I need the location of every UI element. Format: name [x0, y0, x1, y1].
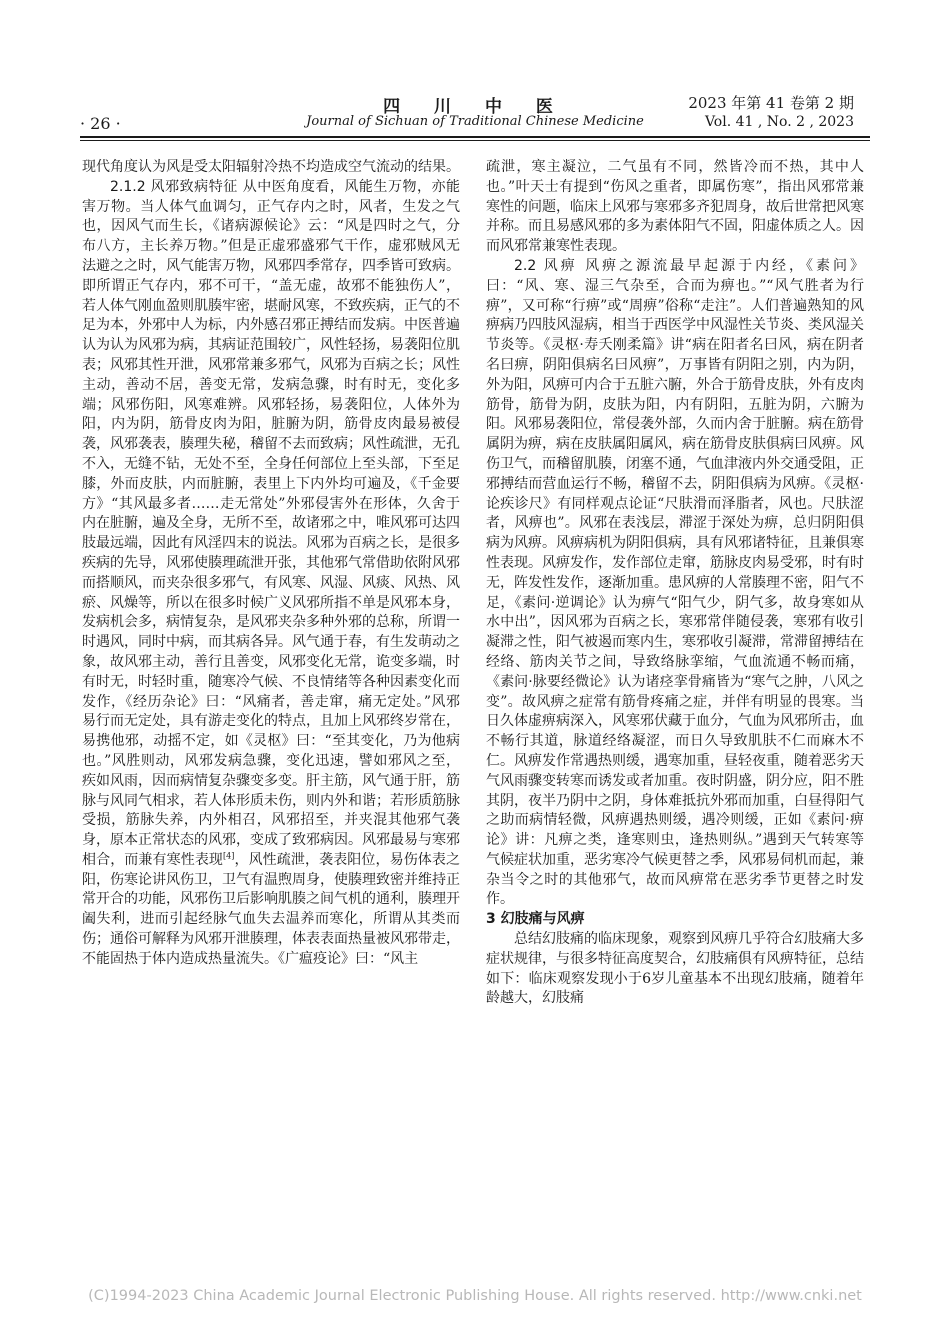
paragraph-continued: 疏泄，寒主凝泣，二气虽有不同，然皆冷而不热，其中人也。”叶天士有提到“伤风之重者，即属伤寒”，指出风邪常兼寒性的问题，临床上风邪与寒邪多齐犯周身，故后世常把风寒并称。而且易感风邪的多为素体阳气不固，阳虚体质之人。因而风邪常兼寒性表现。	[486, 159, 864, 255]
section-3-heading	[486, 910, 864, 930]
paragraph-text-cont: ，风性疏泄，袭表阳位，易伤体表之阳，伤寒论讲风伤卫，卫气有温煦周身，使腠理致密并维持正常开合的功能，风邪伤卫后影响肌腠之间气机的通利，腠理开阖失利，进而引起经脉气血失去温养而寒化，所谓从其类而伤；通俗可解释为风邪开泄腠理，体表表面热量被风邪带走，不能固热于体内造成热量流失。《广瘟疫论》曰：“风主	[82, 851, 461, 967]
copyright-footer: (C)1994-2023 China Academic Journal Electronic Publishing House. All rights reserved. http://www.cnki.net	[88, 1288, 862, 1304]
left-column	[82, 158, 460, 970]
paragraph-continued: 现代角度认为风是受太阳辐射冷热不均造成空气流动的结果。	[82, 159, 460, 175]
paragraph-text: 从中医角度看，风能生万物，亦能害万物。当人体气血调匀，正气存内之时，风者，生发之气也，因风气而生长，《诸病源候论》云：“风是四时之气，分布八方，主长养万物。”但是正虚邪盛邪气干作，虚邪贼风无法避之之时，风气能害万物，风邪四季常存，四季皆可致病。即所谓正气存内，邪不可干，“盖无虚，故邪不能独伤人”，若人体气刚血盈则肌腠牢密，堪耐风寒，不致疾病，正气的不足为本，外邪中人为标，内外感召邪正搏结而发病。中医普遍认为认为风邪为病，其病证范围较广，风性轻扬，易袭阳位肌表；风邪其性开泄，风邪常兼多邪气，风邪为百病之长；风性主动，善动不居，善变无常，发病急骤，时有时无，变化多端；风邪伤阳，风寒难辨。风邪轻扬，易袭阳位，人体外为阳，内为阴，筋骨皮肉为阳，脏腑为阴，筋骨皮肉最易被侵袭，风邪袭表，腠理失秘，稽留不去而致病；风性疏泄，无孔不入，无缝不钻，无处不至，全身任何部位上至头部，下至足膝，外而皮肤，内而脏腑，表里上下内外均可遍及，《千金要方》“其风最多者……走无常处”外邪侵害外在形体，久舍于内在脏腑，遍及全身，无所不至，故诸邪之中，唯风邪可达四肢最远端，因此有风淫四末的说法。风邪为百病之长，是很多疾病的先导，风邪使腠理疏泄开张，其他邪气常借助依附风邪而搭顺风，而夹杂很多邪气，有风寒、风湿、风痰、风热、风瘀、风燥等，所以在很多时候广义风邪所指不单是风邪本身，发病机会多，病情复杂，是风邪夹杂多种外邪的总称，所谓一时遇风，同时中病，而其病各异。风气通于春，有生发萌动之象，故风邪主动，善行且善变，风邪变化无常，诡变多端，时有时无，时轻时重，随寒冷气候、不良情绪等各种因素变化而发作，《经历杂论》曰：“风痛者，善走窜，痛无定处。”风邪易行而无定处，具有游走变化的特点，且加上风邪终岁常在，易携他邪，动摇不定，如《灵枢》曰：“至其变化，乃为他病也。”风胜则动，风邪发病急骤，变化迅速，譬如邪风之至，疾如风雨，因而病情复杂骤变多变。肝主筋，风气通于肝，筋脉与风同气相求，若人体形质未伤，则内外和谐；若形质筋脉受损，筋脉失养，内外相召，风邪招至，并夹混其他邪气袭身，原本正常状态的风邪，变成了致邪病因。风邪最易与寒邪相合，而兼有寒性表现	[82, 178, 461, 868]
issue-info-en: Vol. 41 , No. 2 , 2023	[704, 114, 854, 130]
right-column	[486, 158, 864, 1009]
subsection-number: 2.1.2	[110, 178, 146, 195]
subsection-title: 风痹	[543, 257, 578, 274]
paragraph-text: 风痹之源流最早起源于内经，《素问》曰：“风、寒、湿三气杂至，合而为痹也。”“风气胜者为行痹”，又可称“行痹”或“周痹”俗称“走注”。人们普遍熟知的风痹病乃四肢风湿病，相当于西医学中风湿性关节炎、类风湿关节炎等。《灵枢·寿夭刚柔篇》讲“病在阳者名曰风，病在阴者名曰痹，阴阳俱病名曰风痹”，万事皆有阴阳之别，内为阴，外为阳，风痹可内合于五脏六腑，外合于筋骨皮肤，外有皮肉筋骨，筋骨为阴，皮肤为阳，内有阴阳，五脏为阴，六腑为阳。风邪易袭阳位，常侵袭外部，久而内舍于脏腑。病在筋骨属阴为痹，病在皮肤属阳属风，病在筋骨皮肤俱病曰风痹。风伤卫气，而稽留肌腠，闭塞不通，气血津液内外交通受阻，正邪搏结而营血运行不畅，稽留不去，阴阳俱病为风痹。《灵枢·论疾诊尺》有同样观点论证“尺肤滑而泽脂者，风也。尺肤涩者，风痹也”。风邪在表浅层，滞涩于深处为痹，总归阴阳俱病为风痹。风痹病机为阴阳俱病，具有风邪诸特征，且兼俱寒性表现。风痹发作，发作部位走窜，筋脉皮肉易受邪，时有时无，阵发性发作，逐渐加重。患风痹的人常腠理不密，阳气不足，《素问·逆调论》认为痹气“阳气少，阴气多，故身寒如从水中出”，因风邪为百病之长，寒邪常伴随侵袭，寒邪有收引凝滞之性，阳气被遏而寒内生，寒邪收引凝滞，常滞留搏结在经络、筋肉关节之间，导致络脉挛缩，气血流通不畅而痛，《素问·脉要经微论》认为诸痉挛骨痛皆为“寒气之肿，八风之变”。故风痹之症常有筋骨疼痛之症，并伴有明显的畏寒。当日久体虚痹病深入，风寒邪伏藏于血分，气血为风邪所击，血不畅行其道，脉道经络凝涩，而日久导致肌肤不仁而麻木不仁。风痹发作常遇热则缓，遇寒加重，昼轻夜重，随着恶劣天气风雨骤变转寒而诱发或者加重。夜时阴盛，阴分应，阳不胜其阴，夜半乃阴中之阴，身体难抵抗外邪而加重，白昼得阳气之助而病情轻微，风痹遇热则缓，遇冷则缓，正如《素问·痹论》讲：凡痹之类，逢寒则虫，逢热则纵。”遇到天气转寒等气候症状加重，恶劣寒冷气候更替之季，风邪易伺机而起，兼杂当令之时的其他邪气，故而风痹常在恶劣季节更替之时发作。	[486, 257, 865, 908]
journal-name-cn: 四 川 中 医	[383, 97, 567, 117]
page-number: · 26 ·	[80, 114, 121, 133]
paragraph-section-3: 总结幻肢痛的临床现象，观察到风痹几乎符合幻肢痛大多症状规律，与很多特征高度契合，幻肢痛俱有风痹特征，总结如下：临床观察发现小于6岁儿童基本不出现幻肢痛，随着年龄越大，幻肢痛	[486, 931, 864, 1007]
page-header	[80, 86, 870, 132]
section-number: 3	[486, 911, 496, 928]
section-title: 幻肢痛与风痹	[500, 911, 585, 928]
paragraph-2-2	[486, 257, 864, 910]
citation-marker: [4]	[223, 851, 235, 861]
subsection-title: 风邪致病特征	[150, 178, 238, 195]
journal-name-en: Journal of Sichuan of Traditional Chinese Medicine	[306, 114, 644, 129]
header-rule-thick	[80, 136, 870, 138]
header-rule-thin	[80, 140, 870, 141]
subsection-number: 2.2	[514, 257, 537, 274]
paragraph-2-1-2	[82, 178, 460, 970]
issue-info-cn: 2023 年第 41 卷第 2 期	[688, 94, 854, 112]
